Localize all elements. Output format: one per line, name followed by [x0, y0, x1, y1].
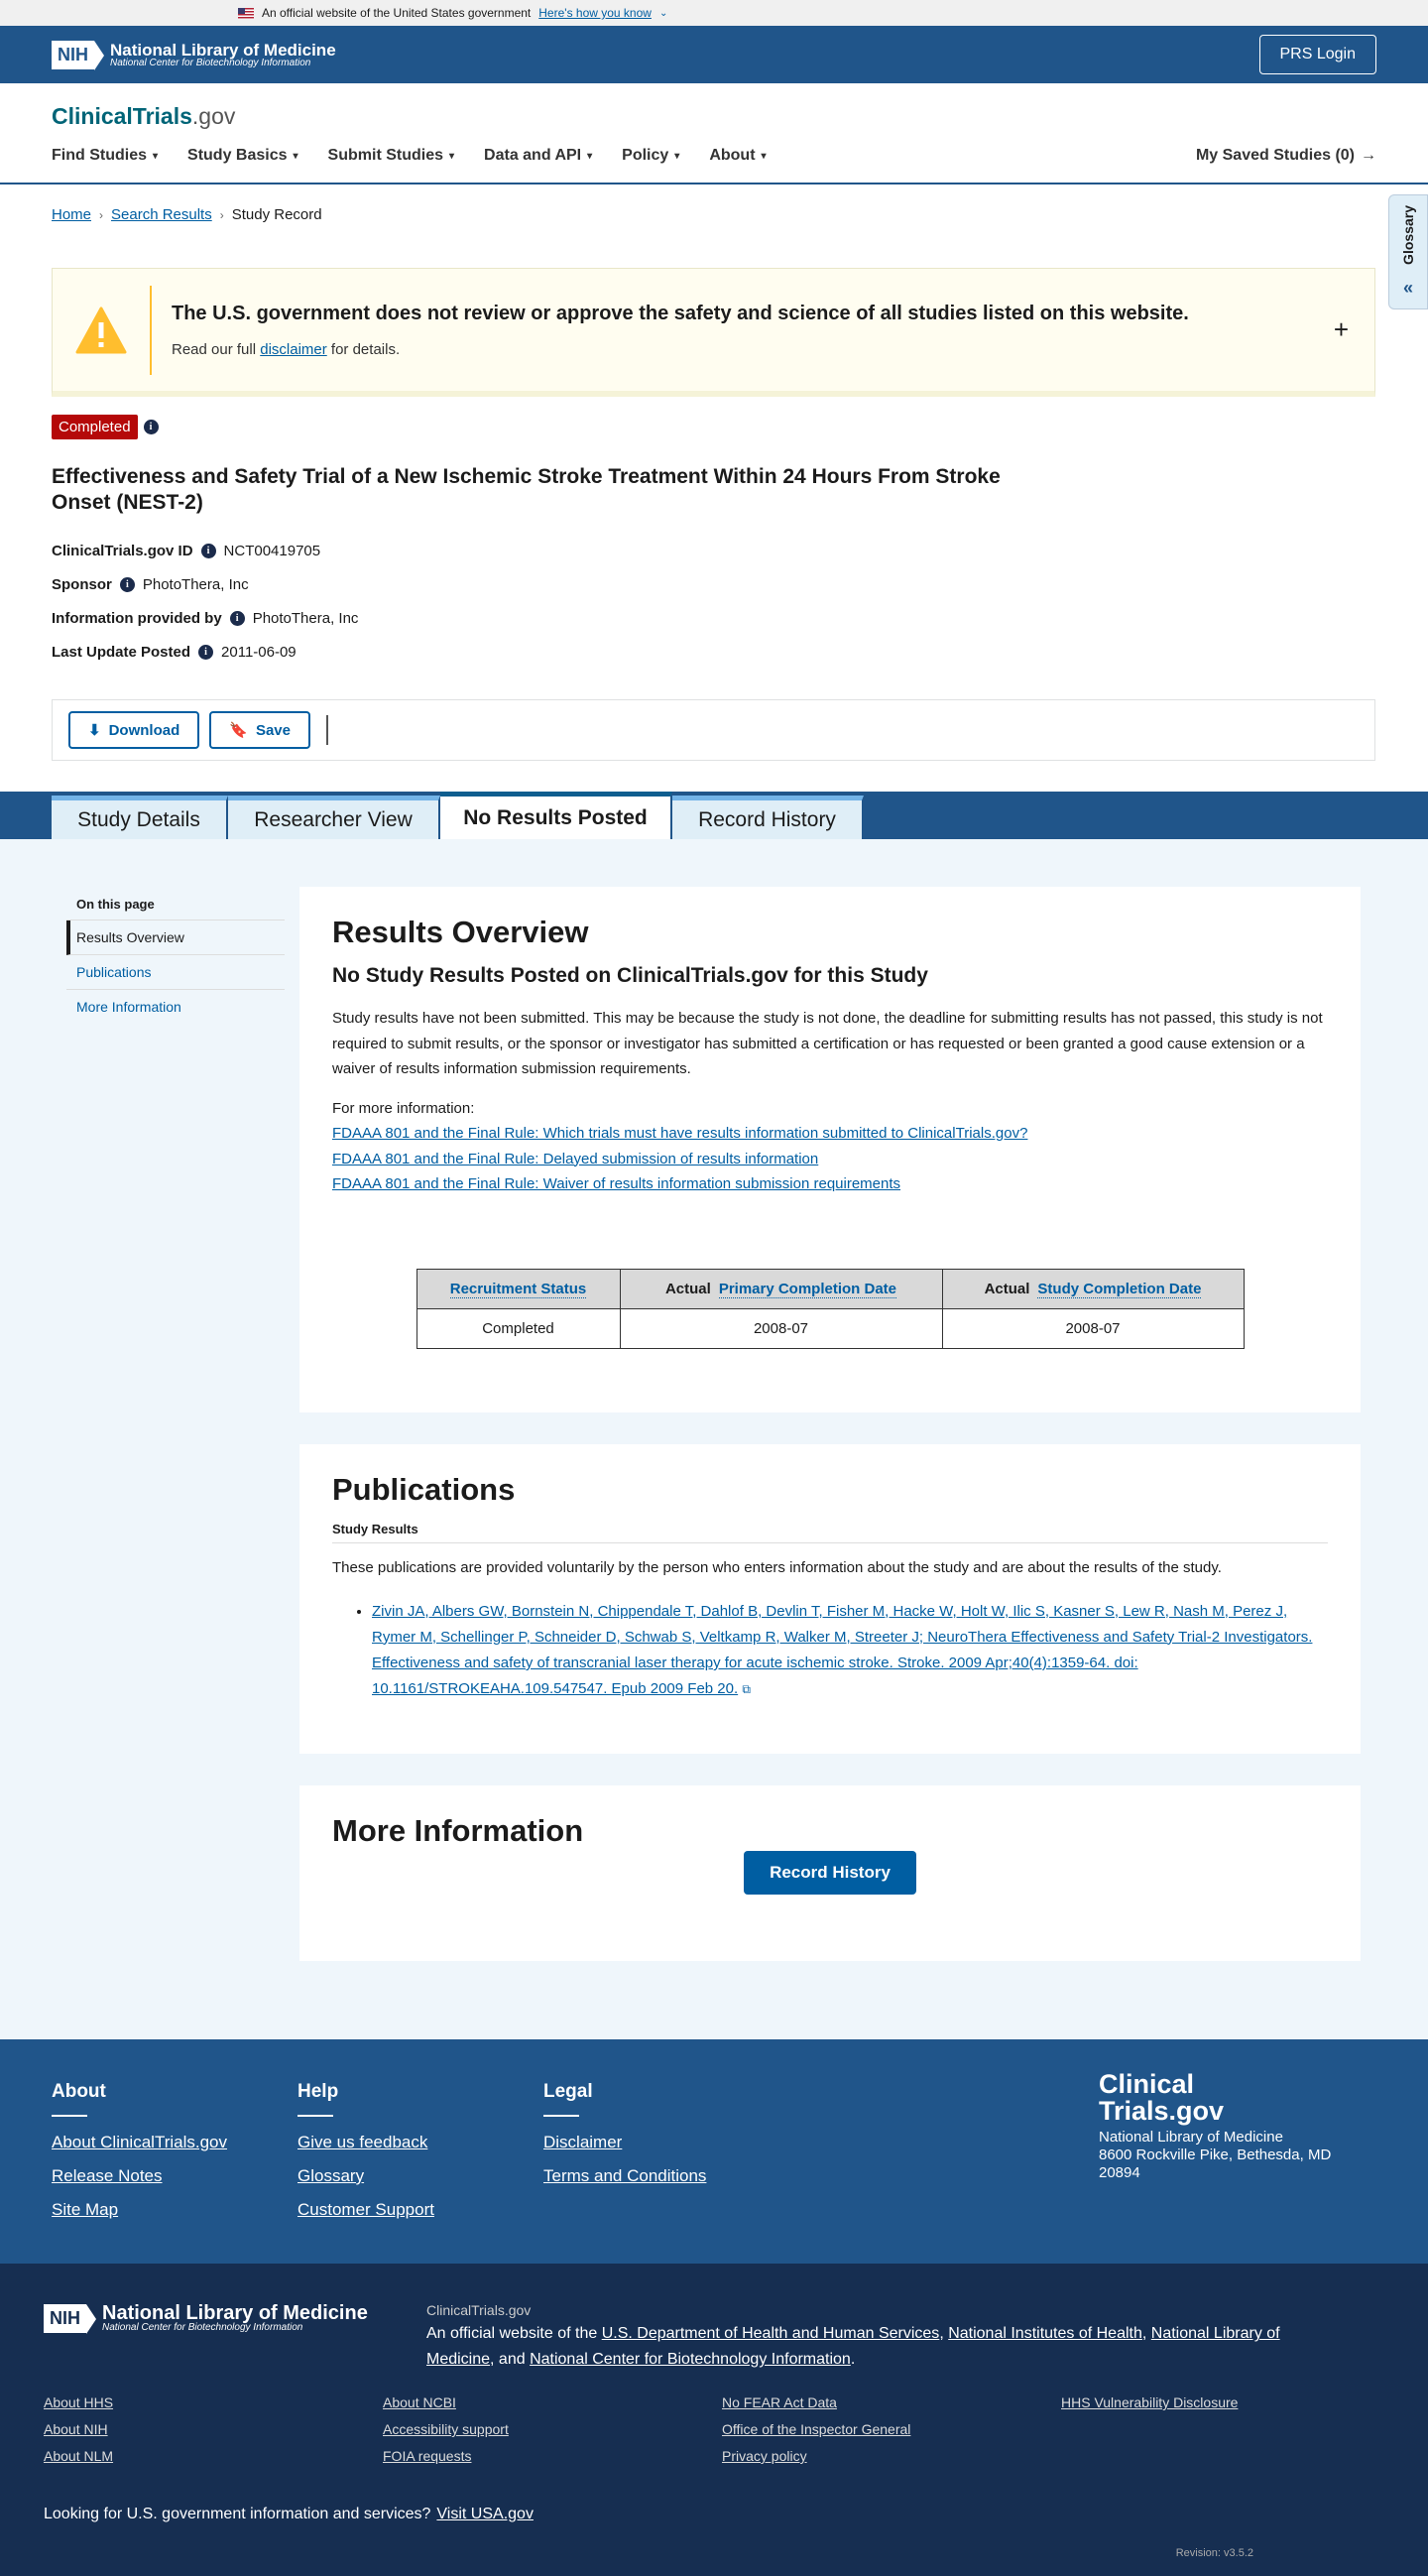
breadcrumb-home[interactable]: Home	[52, 206, 92, 223]
study-results-subheading: Study Results	[332, 1522, 1328, 1543]
disclaimer-alert: The U.S. government does not review or approve the safety and science of all studies listed on this website. Read our full disclaimer for details. +	[52, 268, 1375, 397]
footer-link[interactable]: About NCBI	[383, 2394, 456, 2410]
footer-bottom	[0, 2264, 1428, 2576]
gov-banner-text: An official website of the United States government	[262, 6, 532, 20]
ncbi-link[interactable]: National Center for Biotechnology Information	[530, 2350, 851, 2368]
my-saved-studies-link[interactable]: My Saved Studies (0) →	[1195, 147, 1376, 164]
footer-bottom-links	[44, 2394, 1384, 2464]
footer-link[interactable]: Accessibility support	[383, 2421, 509, 2437]
fdaaa-link-waiver[interactable]: FDAAA 801 and the Final Rule: Waiver of results information submission requirements	[332, 1175, 901, 1192]
heres-how-you-know-link[interactable]: Here's how you know	[538, 6, 652, 20]
footer-link[interactable]: Office of the Inspector General	[722, 2421, 911, 2437]
more-information-card	[299, 1785, 1361, 1961]
us-flag-icon	[238, 8, 254, 19]
results-overview-heading: Results Overview	[332, 915, 589, 949]
footer-gov-text: ClinicalTrials.gov An official website of the U.S. Department of Health and Human Services, National Institutes of Health, National Library of Medicine, and National Center for Biotechnology Information.	[426, 2302, 1280, 2368]
footer-link[interactable]: Privacy policy	[722, 2448, 807, 2464]
footer-about-heading: About	[52, 2081, 106, 2102]
publications-heading: Publications	[332, 1472, 516, 1507]
results-body: Study results have not been submitted. This may be because the study is not done, the deadline for submitting results has not passed, this study is not required to submit results, or the sponsor or investigator has submitted a certification or has requested or been granted a good cause extension or a waiver of results information submission requirements.	[332, 1010, 1323, 1077]
no-results-heading: No Study Results Posted on ClinicalTrials.gov for this Study	[332, 964, 928, 987]
table-cell: 2008-07	[942, 1308, 1244, 1348]
table-header: Actual Study Completion Date	[942, 1269, 1244, 1308]
footer-link[interactable]: About NIH	[44, 2421, 108, 2437]
save-button[interactable]: 🔖 Save	[209, 711, 310, 749]
nih-logo-subtitle: National Center for Biotechnology Information	[110, 57, 311, 68]
glossary-tab[interactable]	[1388, 194, 1428, 309]
on-this-page-heading: On this page	[66, 893, 285, 920]
nih-link[interactable]: National Institutes of Health	[948, 2325, 1142, 2343]
footer-link[interactable]: Release Notes	[52, 2166, 163, 2185]
hhs-link[interactable]: U.S. Department of Health and Human Services	[601, 2325, 940, 2343]
onpage-results-overview[interactable]: Results Overview	[66, 920, 285, 955]
footer-link[interactable]: HHS Vulnerability Disclosure	[1061, 2394, 1239, 2410]
more-information-heading: More Information	[332, 1813, 584, 1848]
footer-help-heading: Help	[298, 2081, 339, 2102]
nlm-link[interactable]: National Library of Medicine	[426, 2325, 1280, 2368]
breadcrumb-current: Study Record	[231, 206, 322, 223]
citation-link[interactable]: Zivin JA, Albers GW, Bornstein N, Chippendale T, Dahlof B, Devlin T, Fisher M, Hacke W, Holt W, Ilic S, Kasner S, Lew R, Nash M, Perez J, Rymer M, Schellinger P, Schneider D, Schwab S, Veltkamp R, Walker M, Streeter J; NeuroThera Effectiveness and Safety Trial-2 Investigators. Effectiveness and safety of transcranial laser therapy for acute ischemic stroke. Stroke. 2009 Apr;40(4):1359-64. doi: 10.1161/STROKEAHA.109.547547. Epub 2009 Feb 20.	[372, 1602, 1313, 1698]
external-link-icon: ⧉	[742, 1682, 751, 1697]
arrow-right-icon: →	[1361, 147, 1376, 164]
nav-data-api[interactable]: Data and API ▾	[484, 147, 593, 164]
info-icon[interactable]: i	[201, 544, 216, 558]
footer-address: Clinical Trials.gov National Library of Medicine 8600 Rockville Pike, Bethesda, MD 20894	[1099, 2069, 1332, 2181]
chevron-down-icon: ▾	[674, 150, 680, 162]
chevron-down-icon: ⌄	[658, 7, 668, 19]
info-icon[interactable]: i	[230, 611, 245, 626]
footer-link[interactable]: FOIA requests	[383, 2448, 472, 2464]
footer-logo[interactable]: Clinical Trials.gov	[1099, 2069, 1225, 2126]
nlm-footer-logo[interactable]: NIH National Library of Medicine National Center for Biotechnology Information	[44, 2303, 368, 2333]
chevron-right-icon: ›	[99, 207, 104, 222]
usa-gov-line: Looking for U.S. government information and services? Visit USA.gov	[44, 2506, 534, 2522]
download-icon: ⬇	[88, 722, 101, 739]
footer-link[interactable]: Customer Support	[298, 2200, 434, 2219]
info-icon[interactable]: i	[198, 645, 213, 660]
tab-bar	[0, 792, 1428, 839]
footer-link[interactable]: About HHS	[44, 2394, 114, 2410]
chevron-down-icon: ▾	[761, 150, 767, 162]
completion-dates-table	[416, 1269, 1245, 1349]
prs-login-button[interactable]: PRS Login	[1259, 35, 1377, 74]
nav-submit-studies[interactable]: Submit Studies ▾	[327, 147, 455, 164]
onpage-publications[interactable]: Publications	[66, 955, 285, 990]
breadcrumb-search-results[interactable]: Search Results	[111, 206, 212, 223]
meta-last-update: Last Update Posted i 2011-06-09	[52, 644, 297, 661]
nih-logo-title: National Library of Medicine	[110, 40, 336, 60]
meta-sponsor: Sponsor i PhotoThera, Inc	[52, 576, 249, 593]
alert-title: The U.S. government does not review or approve the safety and science of all studies listed on this website.	[172, 302, 1189, 324]
footer-link[interactable]: No FEAR Act Data	[722, 2394, 837, 2410]
footer-link[interactable]: Give us feedback	[298, 2133, 428, 2151]
primary-completion-link[interactable]: Primary Completion Date	[718, 1280, 897, 1297]
main-nav	[52, 147, 1376, 165]
publications-card	[299, 1444, 1361, 1754]
publications-intro: These publications are provided voluntarily by the person who enters information about the study and are about the results of the study.	[332, 1559, 1222, 1576]
action-bar	[52, 699, 1375, 761]
recruitment-status-link[interactable]: Recruitment Status	[449, 1280, 587, 1297]
list-item	[372, 1599, 1328, 1703]
results-overview-card	[299, 887, 1361, 1412]
fdaaa-link-delayed[interactable]: FDAAA 801 and the Final Rule: Delayed submission of results information	[332, 1150, 819, 1167]
revision-text: Revision: v3.5.2	[1175, 2547, 1253, 2559]
warning-icon	[53, 307, 150, 354]
footer-top	[0, 2039, 1428, 2264]
info-icon[interactable]: i	[120, 577, 135, 592]
chevron-down-icon: ▾	[449, 150, 455, 162]
onpage-more-information[interactable]: More Information	[76, 999, 181, 1015]
table-header: Actual Primary Completion Date	[620, 1269, 942, 1308]
footer-link[interactable]: Terms and Conditions	[543, 2166, 707, 2185]
table-cell: 2008-07	[620, 1308, 942, 1348]
chevron-right-icon: ›	[219, 207, 224, 222]
glossary-label: Glossary	[1400, 205, 1416, 265]
footer-link[interactable]: Disclaimer	[543, 2133, 623, 2151]
bookmark-icon: 🔖	[229, 722, 248, 739]
footer-link[interactable]: About NLM	[44, 2448, 114, 2464]
nav-policy[interactable]: Policy ▾	[622, 147, 680, 164]
nav-study-basics[interactable]: Study Basics ▾	[187, 147, 298, 164]
gov-banner	[0, 0, 1428, 26]
tab-study-details[interactable]: Study Details	[52, 796, 228, 839]
status-row	[52, 415, 159, 439]
download-button[interactable]: ⬇ Download	[68, 711, 199, 749]
on-this-page-nav	[66, 893, 285, 1024]
disclaimer-link[interactable]: disclaimer	[260, 340, 327, 358]
nav-about[interactable]: About ▾	[709, 147, 767, 164]
meta-provided-by: Information provided by i PhotoThera, Inc	[52, 610, 359, 627]
footer-link[interactable]: Site Map	[52, 2200, 119, 2219]
table-cell: Completed	[416, 1308, 620, 1348]
tab-no-results-posted[interactable]: No Results Posted	[440, 792, 672, 839]
expand-plus-icon[interactable]: +	[1333, 314, 1349, 344]
nih-logo[interactable]	[52, 41, 336, 69]
double-chevron-left-icon: «	[1402, 278, 1413, 298]
footer-link[interactable]: About ClinicalTrials.gov	[52, 2133, 227, 2151]
info-icon[interactable]: i	[144, 420, 159, 434]
clinicaltrials-logo[interactable]: ClinicalTrials.gov	[52, 103, 236, 129]
tab-researcher-view[interactable]: Researcher View	[228, 796, 440, 839]
breadcrumb	[52, 206, 322, 223]
footer-link[interactable]: Glossary	[298, 2166, 365, 2185]
table-header	[416, 1269, 620, 1308]
more-info-label: For more information:	[332, 1099, 475, 1117]
chevron-down-icon: ▾	[587, 150, 593, 162]
tab-record-history[interactable]: Record History	[672, 796, 864, 839]
nih-bar	[0, 26, 1428, 83]
site-header	[0, 83, 1428, 184]
usa-gov-link[interactable]: Visit USA.gov	[436, 2506, 534, 2522]
fdaaa-link-which-trials[interactable]: FDAAA 801 and the Final Rule: Which trials must have results information submitted to ClinicalTrials.gov?	[332, 1125, 1028, 1142]
chevron-down-icon: ▾	[153, 150, 159, 162]
meta-id: ClinicalTrials.gov ID i NCT00419705	[52, 543, 321, 559]
footer-legal-heading: Legal	[543, 2081, 593, 2102]
study-completion-link[interactable]: Study Completion Date	[1037, 1280, 1202, 1297]
study-title: Effectiveness and Safety Trial of a New Ischemic Stroke Treatment Within 24 Hours From Stroke Onset (NEST-2)	[52, 465, 1001, 515]
status-badge: Completed	[52, 415, 138, 439]
record-history-button[interactable]: Record History	[744, 1851, 916, 1895]
nih-logo-box: NIH	[52, 41, 94, 69]
chevron-down-icon: ▾	[293, 150, 298, 162]
nav-find-studies[interactable]: Find Studies ▾	[52, 147, 159, 164]
